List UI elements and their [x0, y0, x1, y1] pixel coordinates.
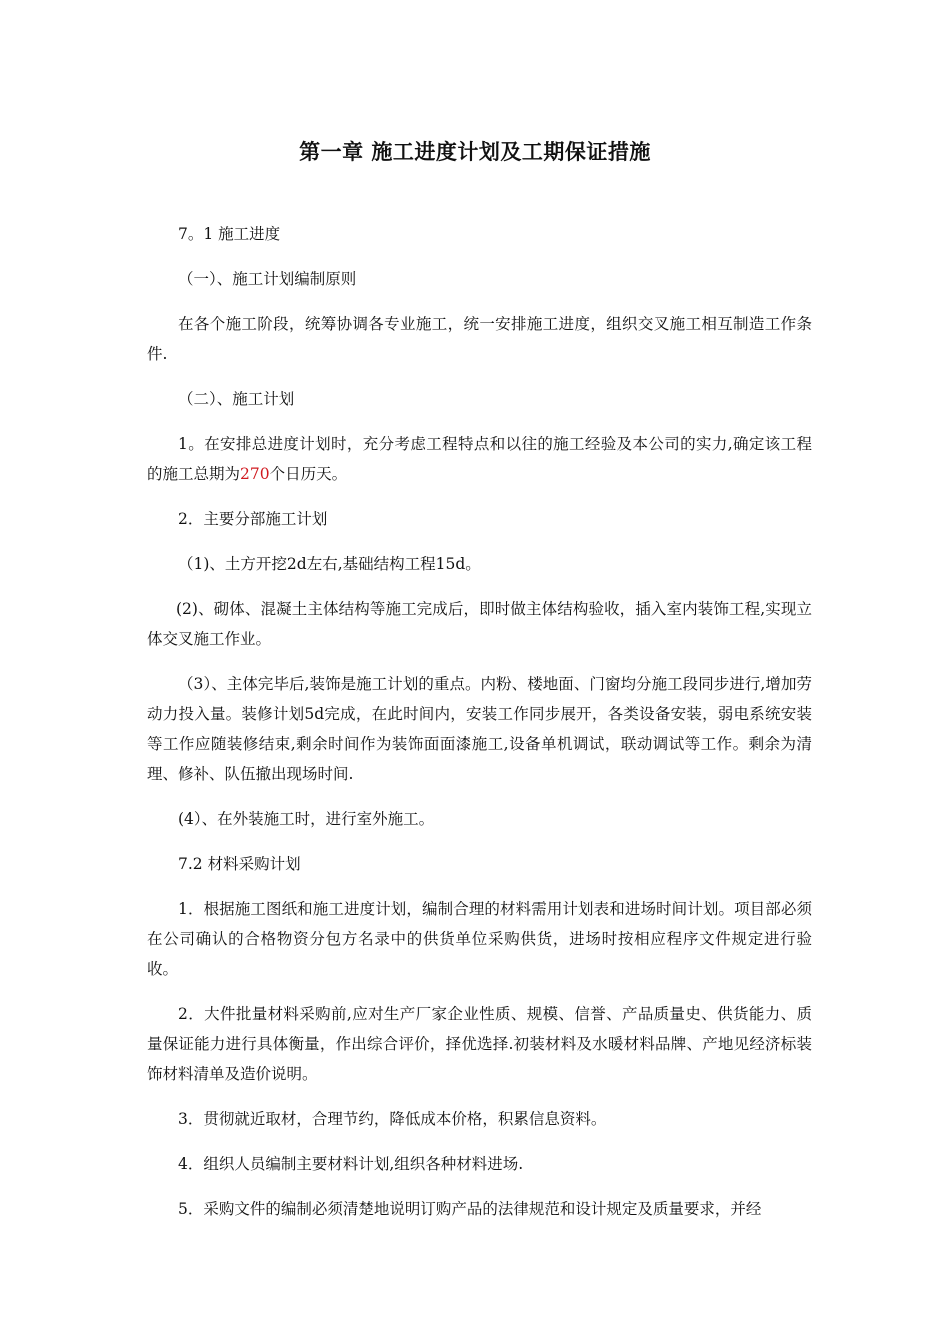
paragraph-purchase-1: 1．根据施工图纸和施工进度计划，编制合理的材料需用计划表和进场时间计划。项目部必须在公司确认的合格物资分包方名录中的供货单位采购供货，进场时按相应程序文件规定进行验收。 [147, 900, 812, 978]
total-days-value: 270 [240, 465, 270, 483]
paragraph-total-schedule [147, 429, 812, 489]
paragraph-structure: (2)、砌体、混凝土主体结构等施工完成后，即时做主体结构验收，插入室内装饰工程,实现立体交叉施工作业。 [147, 600, 812, 648]
paragraph-purchase-3: 3．贯彻就近取材，合理节约，降低成本价格，积累信息资料。 [178, 1110, 607, 1128]
section-heading-7-1: 7。1 施工进度 [178, 225, 281, 243]
paragraph-purchase-4: 4．组织人员编制主要材料计划,组织各种材料进场. [178, 1155, 524, 1173]
total-schedule-suffix: 个日历天。 [269, 465, 348, 483]
page-title: 第一章 施工进度计划及工期保证措施 [299, 140, 651, 164]
total-schedule-text: 1。在安排总进度计划时，充分考虑工程特点和以往的施工经验及本公司的实力,确定该工程的施工总期为 [147, 435, 812, 483]
paragraph-purchase-2: 2．大件批量材料采购前,应对生产厂家企业性质、规模、信誉、产品质量史、供货能力、质量保证能力进行具体衡量，作出综合评价，择优选择.初装材料及水暖材料品牌、产地见经济标装饰材料清单及造价说明。 [147, 1005, 812, 1083]
paragraph-earthwork: （1)、土方开挖2d左右,基础结构工程15d。 [178, 555, 481, 573]
paragraph-sub-plan-heading: 2．主要分部施工计划 [178, 510, 328, 528]
paragraph-decoration: （3）、主体完毕后,装饰是施工计划的重点。内粉、楼地面、门窗均分施工段同步进行,增加劳动力投入量。装修计划5d完成，在此时间内，安装工作同步展开，各类设备安装，弱电系统安装等工作应随装修结束,剩余时间作为装饰面面漆施工,设备单机调试，联动调试等工作。剩余为清理、修补、队伍撤出现场时间. [147, 675, 812, 783]
paragraph-principle: 在各个施工阶段，统筹协调各专业施工，统一安排施工进度，组织交叉施工相互制造工作条件. [147, 315, 812, 363]
paragraph-exterior: (4）、在外装施工时，进行室外施工。 [178, 810, 435, 828]
section-heading-7-2: 7.2 材料采购计划 [178, 855, 301, 873]
subsection-heading-2: （二）、施工计划 [178, 390, 295, 408]
document-body [147, 219, 812, 1224]
paragraph-purchase-5: 5．采购文件的编制必须清楚地说明订购产品的法律规范和设计规定及质量要求，并经 [178, 1200, 762, 1218]
subsection-heading-1: （一）、施工计划编制原则 [178, 270, 357, 288]
